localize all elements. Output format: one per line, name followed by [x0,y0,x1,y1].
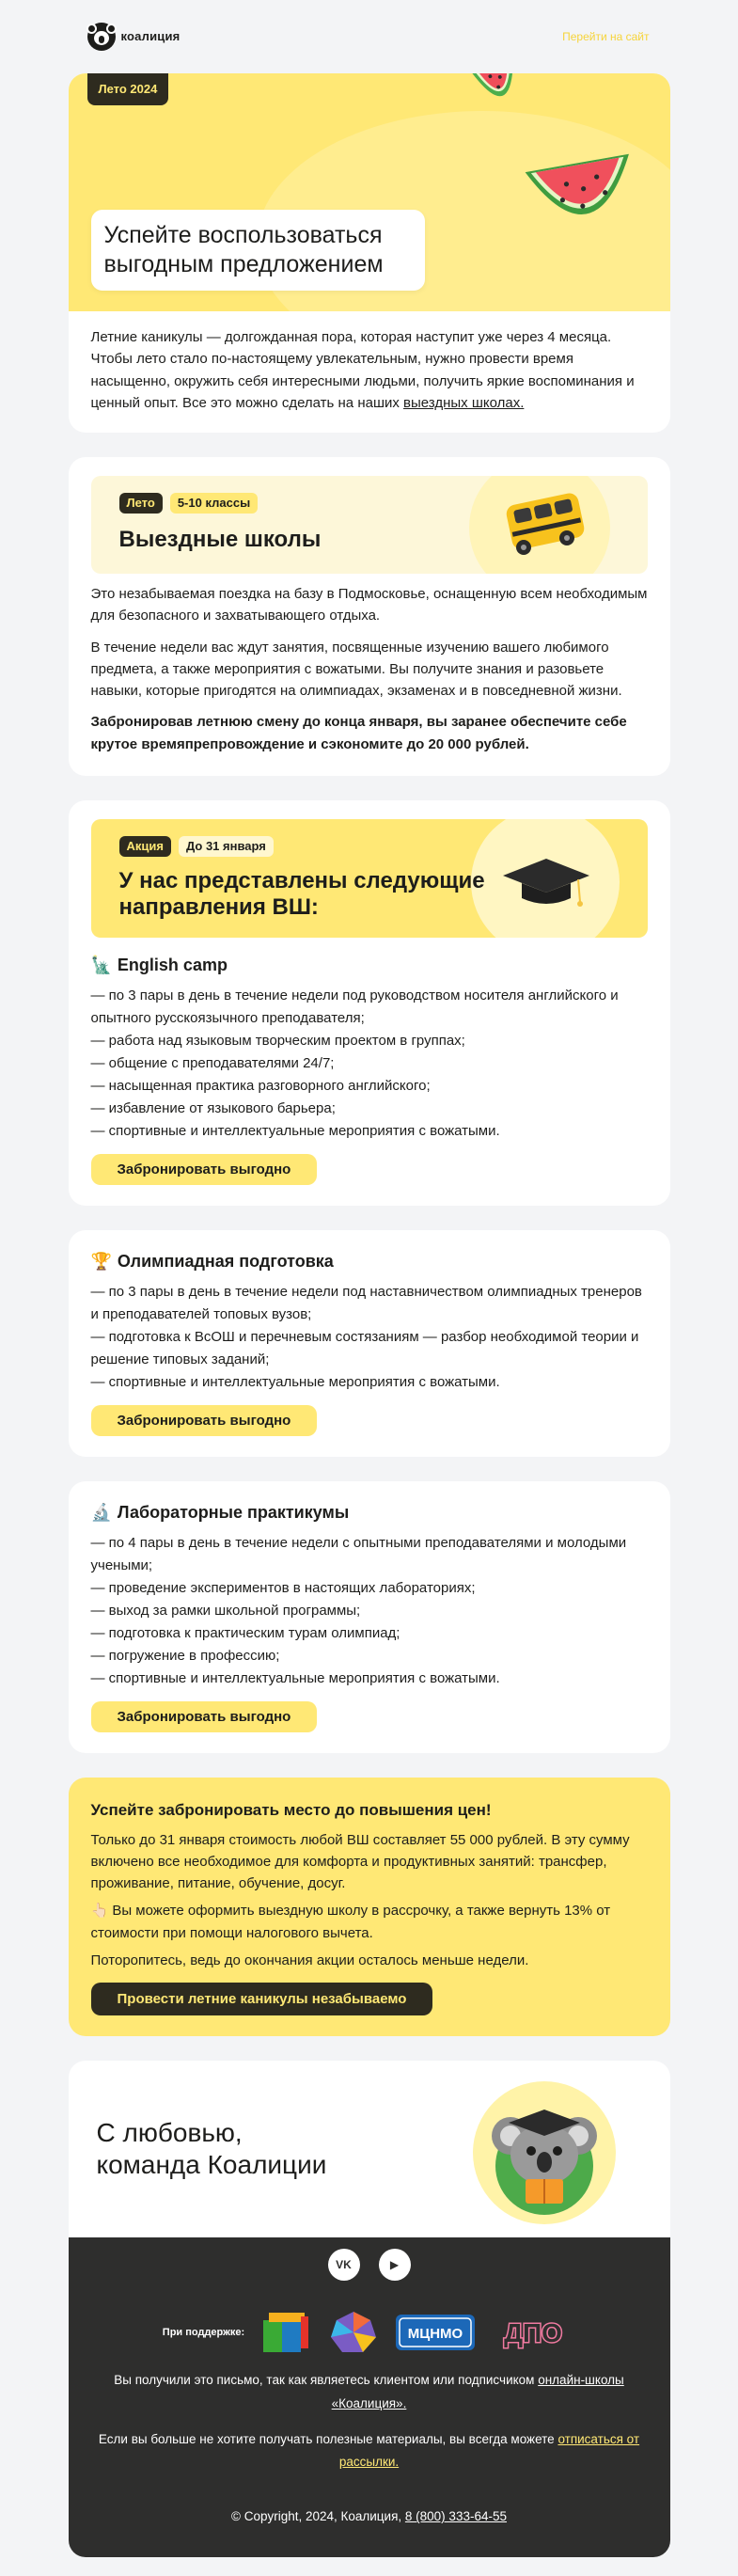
logo-text: коалиция [120,28,181,43]
hero-badge: Лето 2024 [87,73,169,105]
list-item: — подготовка к ВсОШ и перечневым состязаниям — разбор необходимой теории и решение типовых заданий; [90,1328,639,1367]
social-links [91,2249,648,2281]
list-item: — работа над языковым творческим проектом в группах; [90,1032,465,1049]
subscription-notice: Вы получили это письмо, так как являетесь клиентом или подписчиком онлайн-школы «Коалиция». [114,2373,624,2410]
list-item: — спортивные и интеллектуальные мероприятия с вожатыми. [90,1122,500,1139]
grades-tag: 5-10 классы [170,493,258,514]
book-olympiad-button[interactable]: Забронировать выгодно [91,1405,318,1436]
statue-of-liberty-icon: 🗽 [90,955,112,974]
trophy-icon: 🏆 [90,1251,112,1271]
list-item: — избавление от языкового барьера; [90,1099,336,1116]
away-schools-link[interactable]: выездных школах. [403,394,525,411]
course-title-labs [91,1500,648,1526]
list-item: — проведение экспериментов в настоящих лабораториях; [90,1579,476,1596]
list-item: — подготовка к практическим турам олимпиад; [90,1624,400,1641]
course-title-labs-text: Лабораторные практикумы [117,1503,350,1523]
school-link[interactable]: онлайн-школы «Коалиция». [331,2373,624,2410]
hero-title-box [91,210,425,292]
unsubscribe-notice: Если вы больше не хотите получать полезные материалы, вы всегда можете отписаться от рассылки. [98,2431,640,2470]
schools-banner [91,476,648,574]
season-tag: Лето [119,493,163,514]
promo-title: Успейте забронировать место до повышения цен! [90,1801,492,1820]
schools-title: Выездные школы [118,527,322,553]
schools-paragraph-3: Забронировав летнюю смену до конца января, вы заранее обеспечите себе крутое времяпрепровождение и сэкономите до 20 000 рублей. [90,714,627,752]
list-item: — общение с преподавателями 24/7; [90,1054,335,1071]
promo-block [69,1778,670,2036]
signoff-line-1: С любовью, [96,2118,243,2148]
partner-mcnmo-logo[interactable] [395,2309,476,2356]
course-list-olympiad [91,1281,648,1394]
course-list-labs [91,1532,648,1690]
list-item: — спортивные и интеллектуальные мероприятия с вожатыми. [90,1373,500,1390]
promo-tag: Акция [119,836,171,857]
top-bar [69,0,670,73]
phone-link[interactable]: 8 (800) 333-64-55 [404,2509,507,2524]
promo-paragraph-3: Поторопитесь, ведь до окончания акции осталось меньше недели. [90,1952,529,1968]
list-item: — выход за рамки школьной программы; [90,1602,361,1619]
schools-card [69,457,670,776]
list-item: — по 4 пары в день в течение недели с опытными преподавателями и молодыми учеными; [90,1534,627,1573]
book-english-button[interactable]: Забронировать выгодно [91,1154,318,1185]
koala-mascot-image [473,2081,616,2224]
partners-row [91,2309,648,2356]
support-label: При поддержке: [162,2326,245,2338]
hero-banner [69,73,670,311]
book-labs-button[interactable]: Забронировать выгодно [91,1701,318,1732]
promo-paragraph-1: Только до 31 января стоимость любой ВШ составляет 55 000 рублей. В эту сумму включено все необходимое для комфорта и продуктивных занятий: трансфер, проживание, питание, обучение, досуг. [90,1831,630,1892]
school-bus-icon [501,489,591,561]
open-site-link[interactable]: Перейти на сайт [562,29,650,43]
unsubscribe-link[interactable]: отписаться от рассылки. [338,2431,640,2470]
partner-cube-logo[interactable] [259,2309,312,2356]
list-item: — по 3 пары в день в течение недели под руководством носителя английского и опытного русскоязычного преподавателя; [90,987,619,1026]
microscope-icon: 🔬 [90,1503,112,1523]
course-title-olympiad-text: Олимпиадная подготовка [117,1251,334,1271]
directions-card [69,800,670,1206]
schools-paragraph-1: Это незабываемая поездка на базу в Подмосковье, оснащенную всем необходимым для безопасного и захватывающего отдыха. [90,586,648,624]
course-title-olympiad [91,1249,648,1275]
schools-description [91,583,648,755]
schools-paragraph-2: В течение недели вас ждут занятия, посвященные изучению вашего любимого предмета, а также мероприятия с вожатыми. Вы получите знания и разовьете навыки, которые пригодятся на олимпиадах, экзаменах и в повседневной жизни. [90,639,622,699]
labs-card [69,1481,670,1753]
list-item: — погружение в профессию; [90,1647,280,1664]
signoff-line-2: команда Коалиции [96,2149,327,2179]
course-title-english-text: English camp [117,955,228,974]
email-container [69,0,670,2576]
promo-paragraph-2: 👆🏻 Вы можете оформить выездную школу в рассрочку, а также вернуть 13% от стоимости при помощи налогового вычета. [90,1903,611,1941]
intro-paragraph: Летние каникулы — долгожданная пора, которая наступит уже через 4 месяца. Чтобы лето стало по-настоящему увлекательным, нужно провести время насыщенно, окружить себя интересными людьми, получить яркие воспоминания и ценный опыт. Все это можно сделать на наших [90,329,635,411]
logo[interactable] [87,23,181,51]
course-title-english [91,953,648,979]
partner-mcnmo-text: МЦНМО [407,2326,463,2343]
youtube-icon[interactable]: ▶ [379,2249,411,2281]
list-item: — спортивные и интеллектуальные мероприятия с вожатыми. [90,1669,500,1686]
list-item: — насыщенная практика разговорного английского; [90,1077,431,1094]
directions-banner [91,819,648,938]
olympiad-card [69,1230,670,1457]
partner-dpo-text: ДПО [504,2318,563,2348]
intro-text [69,311,670,433]
partner-dpo-logo[interactable] [491,2309,575,2356]
graduation-cap-icon [499,849,593,915]
directions-title: У нас представлены следующие направления ВШ: [118,867,485,920]
footer [69,2237,670,2556]
copyright: © Copyright, 2024, Коалиция, 8 (800) 333-64-55 [231,2509,507,2524]
vk-icon[interactable]: VK [328,2249,360,2281]
summer-cta-button[interactable]: Провести летние каникулы незабываемо [91,1983,433,2015]
watermelon-big-slice-icon [518,134,646,246]
list-item: — по 3 пары в день в течение недели под наставничеством олимпиадных тренеров и преподавателей топовых вузов; [90,1283,642,1322]
signoff-block [69,2061,670,2237]
hero-title: Успейте воспользоваться выгодным предложением [103,221,384,277]
deadline-tag: До 31 января [179,836,274,857]
partner-star-logo[interactable] [327,2309,380,2356]
course-list-english [91,985,648,1143]
hero-card [69,73,670,433]
koala-logo-icon [87,23,116,51]
